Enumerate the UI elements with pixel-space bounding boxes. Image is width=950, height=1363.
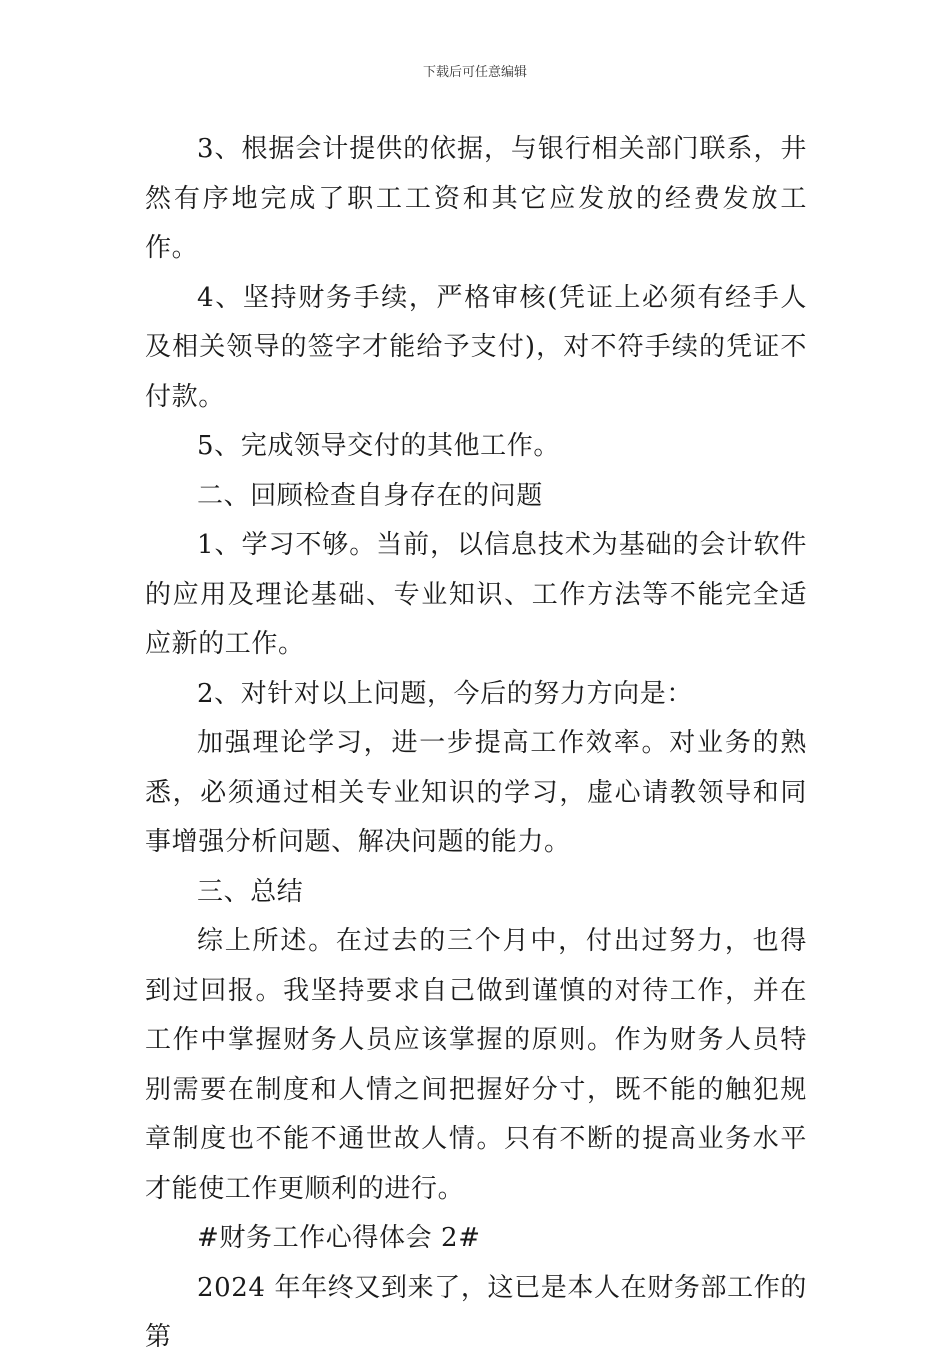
paragraph-summary: 综上所述。在过去的三个月中，付出过努力，也得到过回报。我坚持要求自己做到谨慎的对待工作，并在工作中掌握财务人员应该掌握的原则。作为财务人员特别需要在制度和人情之间把握好分寸，既不能的触犯规章制度也不能不通世故人情。只有不断的提高业务水平才能使工作更顺利的进行。 — [145, 926, 807, 1204]
paragraph-problem-2: 2、对针对以上问题，今后的努力方向是： — [197, 678, 693, 709]
section-heading-problems: 二、回顾检查自身存在的问题 — [197, 480, 543, 511]
section-heading-summary: 三、总结 — [197, 876, 304, 907]
section-heading-experience-2: #财务工作心得体会 2# — [197, 1223, 481, 1253]
document-body — [145, 125, 807, 1363]
paragraph-problem-1: 1、学习不够。当前，以信息技术为基础的会计软件的应用及理论基础、专业知识、工作方法等不能完全适应新的工作。 — [145, 530, 807, 659]
paragraph-improvement: 加强理论学习，进一步提高工作效率。对业务的熟悉，必须通过相关专业知识的学习，虚心请教领导和同事增强分析问题、解决问题的能力。 — [145, 728, 807, 857]
paragraph-item-5-other-tasks: 5、完成领导交付的其他工作。 — [197, 431, 560, 461]
paragraph-item-4-finance-procedures: 4、坚持财务手续，严格审核(凭证上必须有经手人及相关领导的签字才能给予支付)，对不符手续的凭证不付款。 — [145, 282, 807, 412]
page-header-note: 下载后可任意编辑 — [422, 65, 527, 80]
paragraph-item-3-bank-liaison: 3、根据会计提供的依据，与银行相关部门联系，井然有序地完成了职工工资和其它应发放的经费发放工作。 — [145, 134, 807, 263]
paragraph-year-end: 2024 年年终又到来了，这已是本人在财务部工作的第 — [145, 1272, 807, 1352]
